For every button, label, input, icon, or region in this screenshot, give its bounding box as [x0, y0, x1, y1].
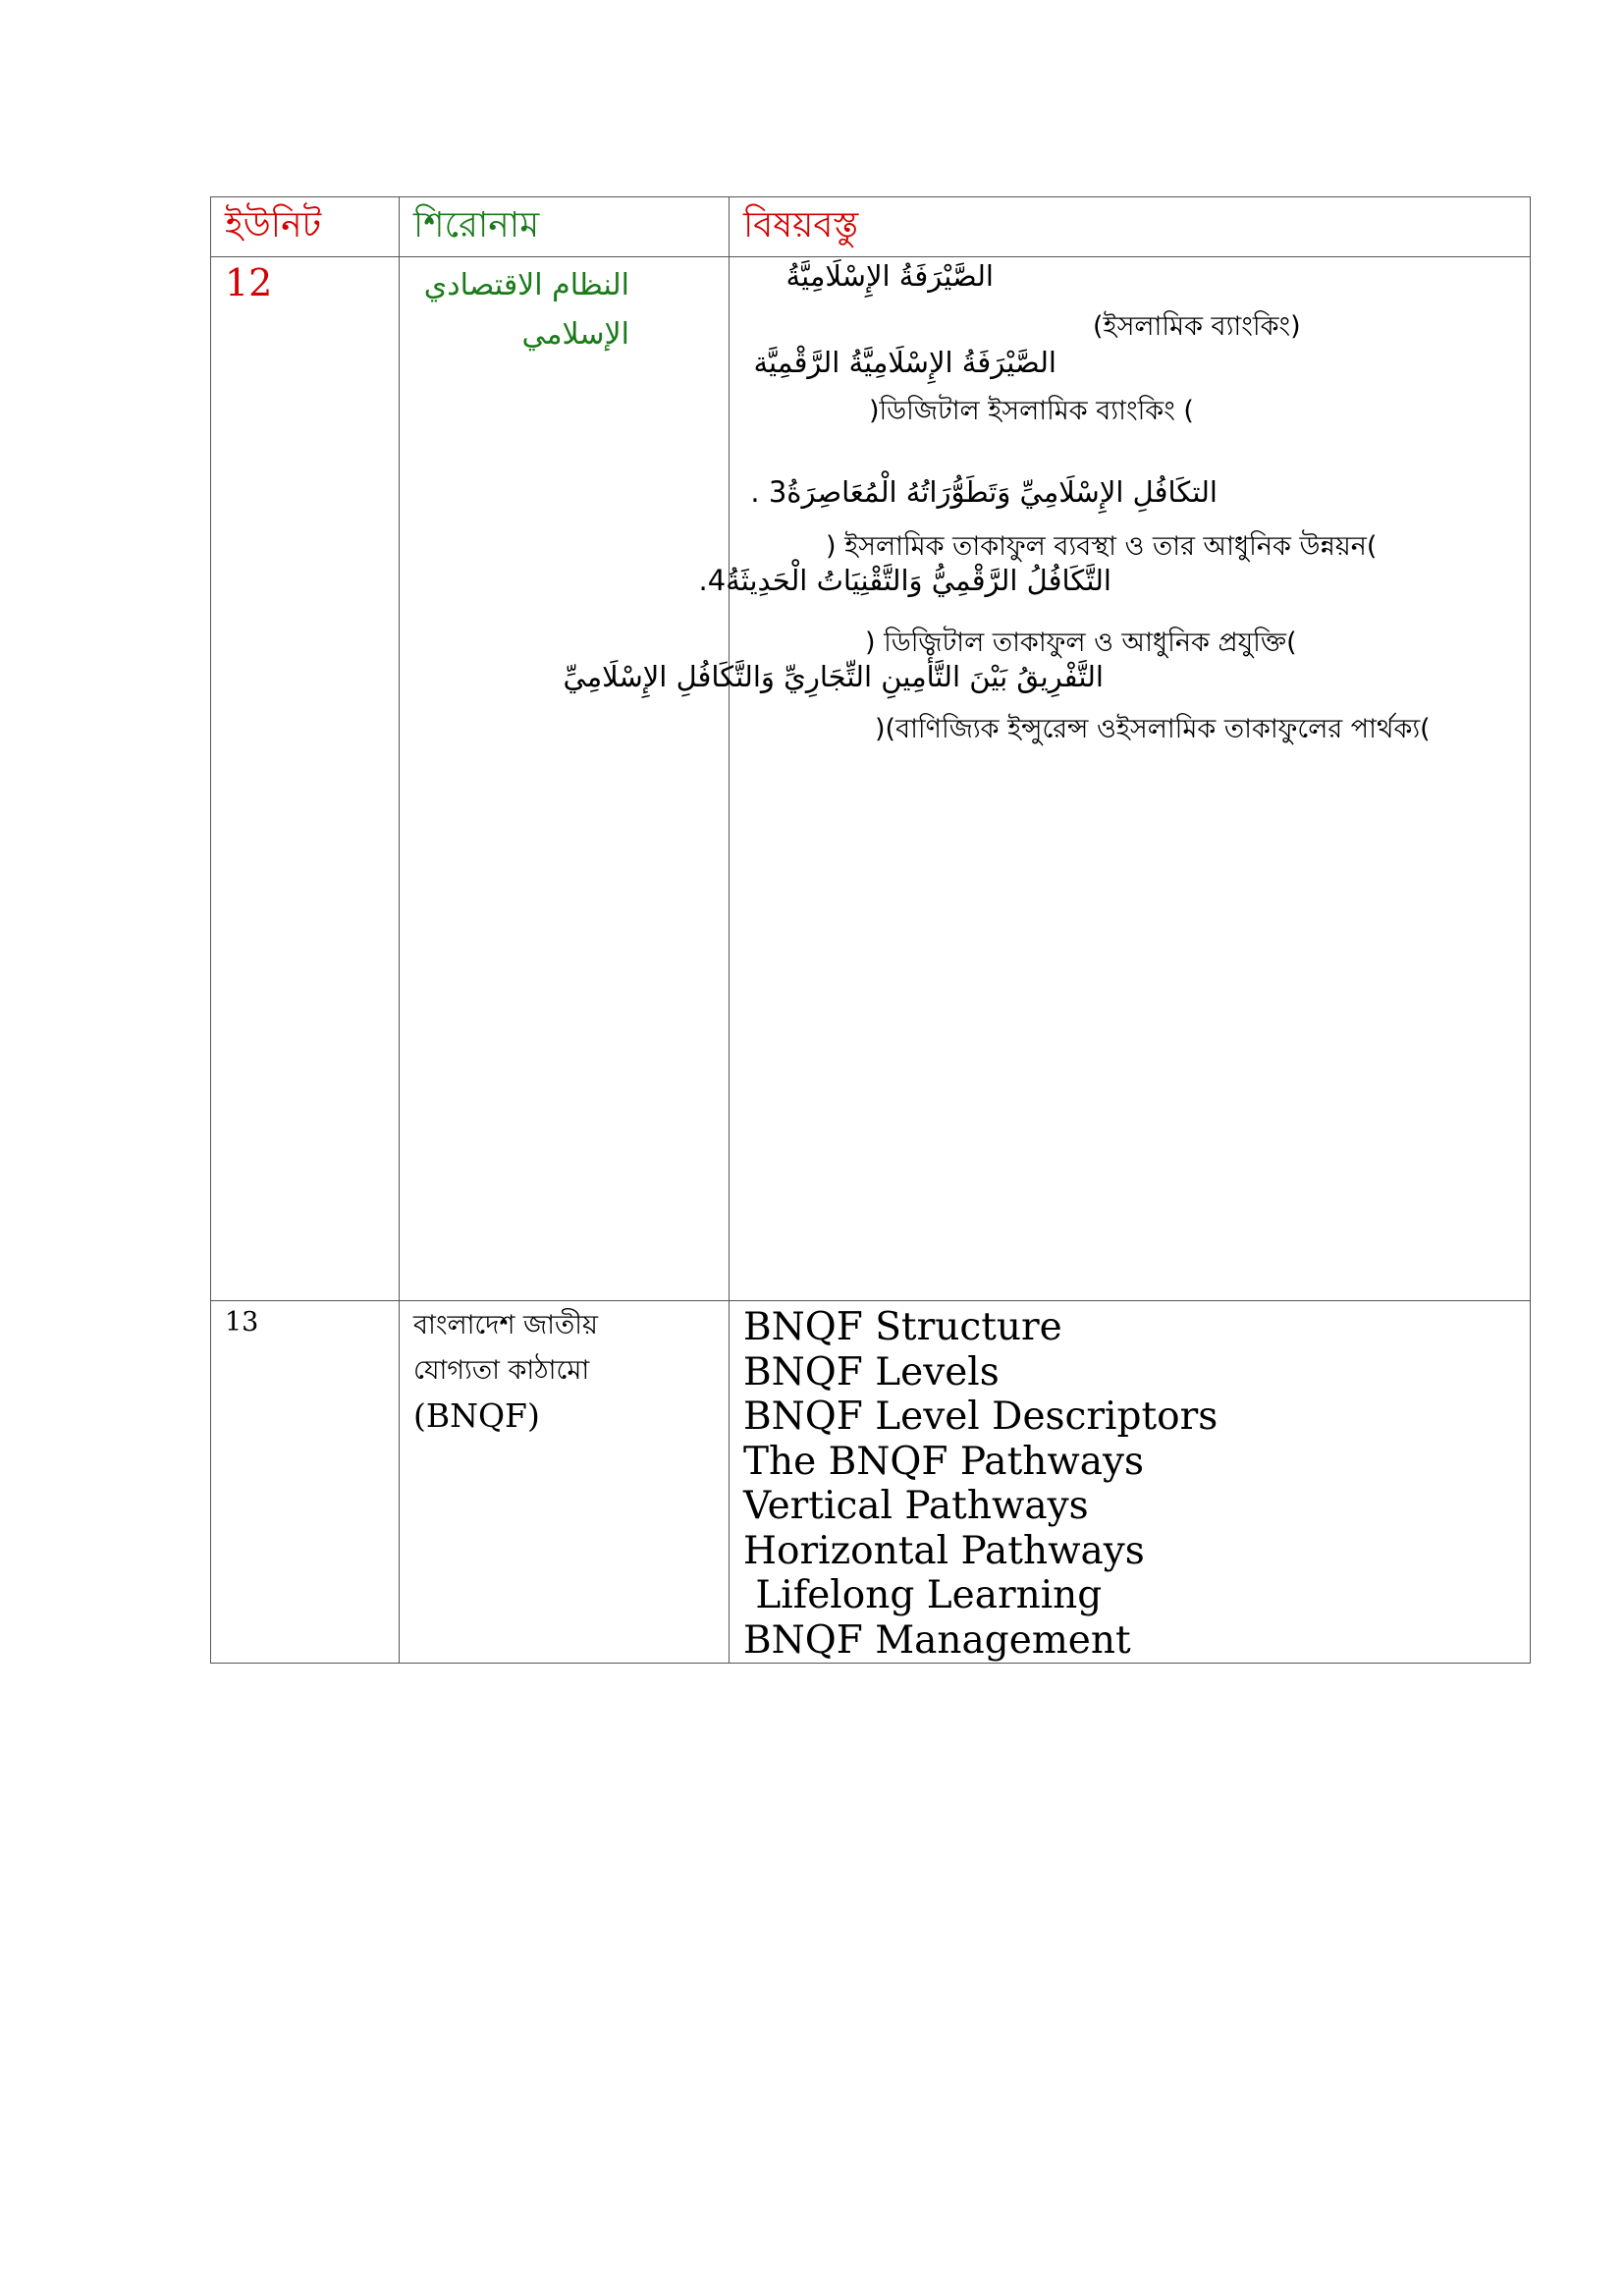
content-item: BNQF Level Descriptors	[743, 1394, 1218, 1439]
header-title: শিরোনাম	[413, 205, 540, 246]
content-item: Vertical Pathways	[743, 1484, 1089, 1528]
content-line-arabic: الصَّيْرَفَةُ الإِسْلَامِيَّةُ	[785, 259, 994, 293]
unit-title-line: বাংলাদেশ জাতীয়	[413, 1310, 598, 1340]
content-cell	[730, 1301, 1531, 1664]
content-list	[743, 1301, 1516, 1663]
table-row	[211, 257, 1531, 1301]
header-cell-title	[400, 197, 730, 257]
content-line-bengali: )ডিজিটাল ইসলামিক ব্যাংকিং (	[869, 396, 1194, 426]
table-row	[211, 1301, 1531, 1664]
content-cell	[563, 257, 1531, 1301]
unit-cell	[211, 257, 400, 1301]
content-line-arabic: التكَافُلِ الإِسْلَامِيِّ وَتَطَوُّرَاتُهُ الْمُعَاصِرَةُ3 .	[750, 475, 1218, 509]
content-item: BNQF Structure	[743, 1305, 1062, 1349]
unit-number: 12	[225, 261, 273, 304]
unit-title-line: যোগ্যতা কাঠামো	[413, 1355, 590, 1386]
unit-title-abbreviation: (BNQF)	[413, 1396, 540, 1435]
header-cell-unit	[211, 197, 400, 257]
content-line-bengali: (ইসলামিক ব্যাংকিং)	[1093, 311, 1301, 342]
table-header-row	[211, 197, 1531, 257]
unit-title	[413, 1303, 715, 1439]
content-item: The BNQF Pathways	[743, 1439, 1145, 1484]
title-cell	[400, 257, 730, 1301]
content-line-arabic: التَّكَافُلُ الرَّقْمِيُّ وَالتَّقْنِيَاتُ الْحَدِيثَةُ4.	[698, 564, 1111, 597]
syllabus-table	[210, 196, 1531, 1664]
content-item: BNQF Levels	[743, 1349, 1000, 1394]
header-content: বিষয়বস্তু	[743, 205, 859, 246]
unit-number: 13	[225, 1307, 259, 1338]
content-line-arabic: التَّفْرِيقُ بَيْنَ التَّأْمِينِ التِّجَارِيِّ وَالتَّكَافُلِ الإِسْلَامِيِّ	[563, 660, 1104, 693]
content-line-bengali: )(বাণিজ্যিক ইন্সুরেন্স ওইসলামিক তাকাফুলের পার্থক্য(	[875, 714, 1431, 744]
header-unit: ইউনিট	[225, 205, 322, 246]
header-cell-content	[730, 197, 1531, 257]
unit-cell	[211, 1301, 400, 1664]
unit-title: النظام الاقتصادي الإسلامي	[423, 268, 629, 352]
content-list	[563, 257, 1516, 1300]
content-line-bengali: ) ডিজিটাল তাকাফুল ও আধুনিক প্রযুক্তি(	[865, 628, 1297, 658]
content-item: Horizontal Pathways	[743, 1528, 1145, 1573]
content-line-arabic: الصَّيْرَفَةُ الإِسْلَامِيَّةُ الرَّقْمِيَّة	[753, 346, 1056, 379]
content-line-bengali: ) ইসলামিক তাকাফুল ব্যবস্থা ও তার আধুনিক উন্নয়ন(	[826, 531, 1378, 562]
title-cell	[400, 1301, 730, 1664]
content-item: Lifelong Learning	[743, 1573, 1103, 1617]
content-item: BNQF Management	[743, 1617, 1131, 1663]
